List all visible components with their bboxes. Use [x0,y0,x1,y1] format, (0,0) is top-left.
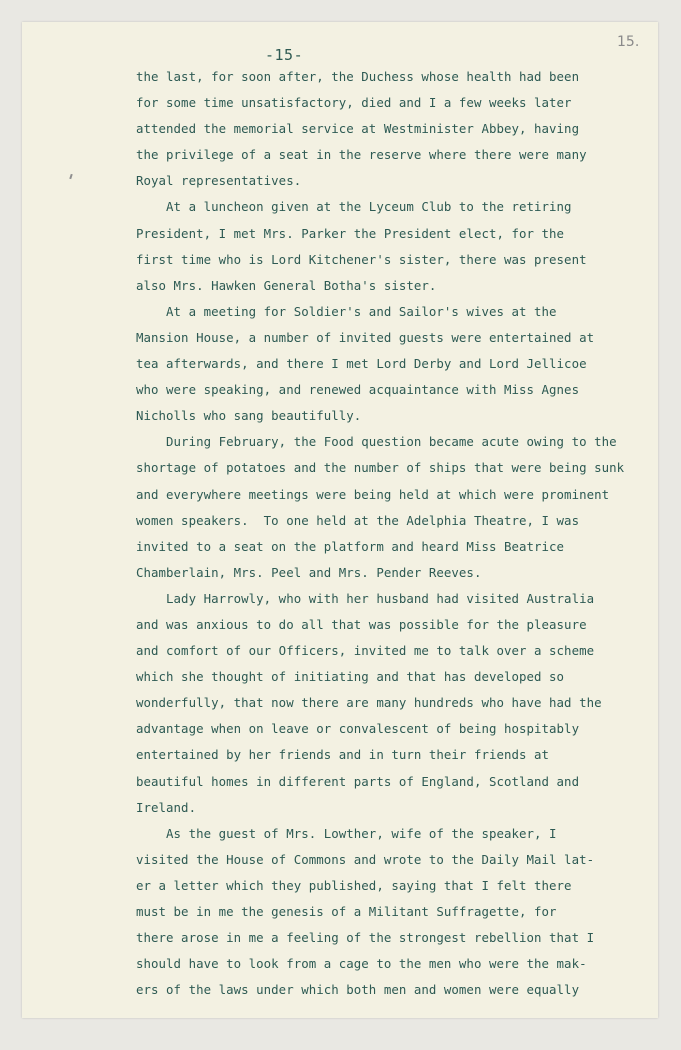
text-line: should have to look from a cage to the men who were the mak- [136,956,587,972]
text-line: attended the memorial service at Westminister Abbey, having [136,121,580,137]
text-line: President, I met Mrs. Parker the President elect, for the [136,225,565,241]
text-line: beautiful homes in different parts of England, Scotland and [136,773,580,789]
text-line: Mansion House, a number of invited guests were entertained at [136,329,595,345]
body-text [136,64,656,1003]
text-line: During February, the Food question became acute owing to the [136,434,617,450]
text-line: Nicholls who sang beautifully. [136,408,362,424]
text-line: At a meeting for Soldier's and Sailor's wives at the [136,303,557,319]
text-line: must be in me the genesis of a Militant Suffragette, for [136,904,557,919]
text-line: er a letter which they published, saying that I felt there [136,877,572,893]
text-line: ers of the laws under which both men and women were equally [136,982,580,998]
text-line: tea afterwards, and there I met Lord Derby and Lord Jellicoe [136,356,587,372]
text-line: wonderfully, that now there are many hundreds who have had the [136,695,602,711]
text-line: Ireland. [136,799,197,815]
text-line: which she thought of initiating and that has developed so [136,669,565,685]
text-line: for some time unsatisfactory, died and I a few weeks later [136,95,572,111]
text-line: the last, for soon after, the Duchess whose health had been [136,69,580,84]
text-line: Chamberlain, Mrs. Peel and Mrs. Pender Reeves. [136,564,482,580]
pencil-page-number: 15. [617,34,640,50]
text-line: and everywhere meetings were being held at which were prominent [136,486,610,502]
text-line: and was anxious to do all that was possible for the pleasure [136,616,587,632]
text-line: the privilege of a seat in the reserve where there were many [136,147,587,163]
text-line: As the guest of Mrs. Lowther, wife of the speaker, I [136,825,557,841]
text-line: entertained by her friends and in turn their friends at [136,747,550,763]
text-line: and comfort of our Officers, invited me to talk over a scheme [136,643,595,659]
text-line: advantage when on leave or convalescent of being hospitably [136,721,580,737]
text-line: visited the House of Commons and wrote to the Daily Mail lat- [136,851,595,867]
page-number: -15- [265,46,304,64]
text-line: invited to a seat on the platform and heard Miss Beatrice [136,538,565,554]
text-line: Royal representatives. [136,173,302,189]
text-line: also Mrs. Hawken General Botha's sister. [136,277,437,293]
text-line: there arose in me a feeling of the strongest rebellion that I [136,930,595,946]
text-line: first time who is Lord Kitchener's sister, there was present [136,251,587,267]
text-line: At a luncheon given at the Lyceum Club to the retiring [136,199,572,215]
text-line: women speakers. To one held at the Adelphia Theatre, I was [136,512,580,528]
text-line: shortage of potatoes and the number of ships that were being sunk [136,460,625,476]
text-line: Lady Harrowly, who with her husband had visited Australia [136,590,595,606]
text-line: who were speaking, and renewed acquaintance with Miss Agnes [136,382,580,398]
